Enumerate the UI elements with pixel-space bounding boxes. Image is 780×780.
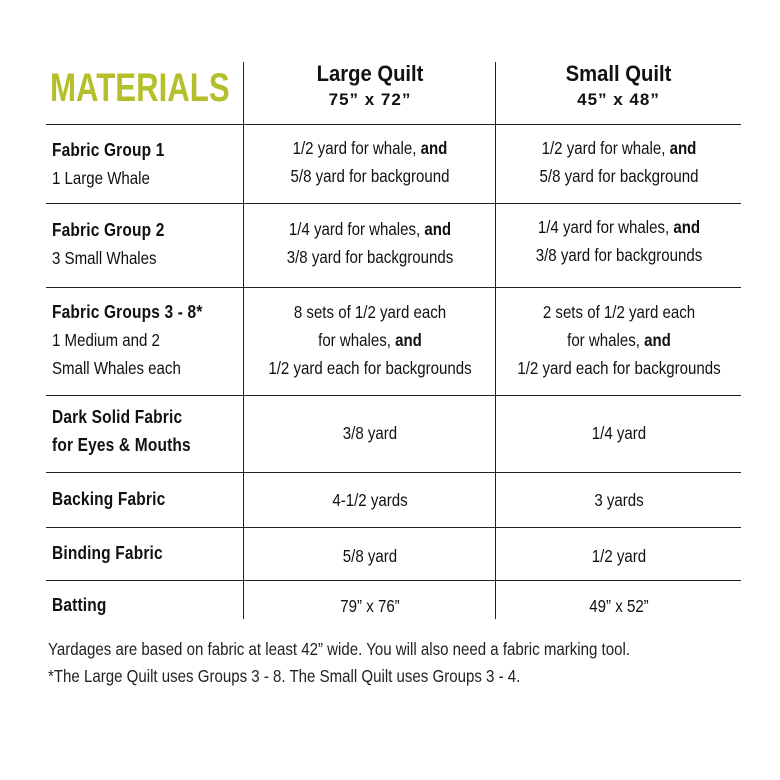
cell-line — [262, 162, 479, 190]
cell-text: 1/2 yard each for backgrounds — [517, 358, 721, 378]
row-label-binding-fabric — [52, 539, 242, 567]
cell-emphasis: and — [420, 138, 448, 158]
cell-line — [262, 326, 479, 354]
cell-text: 1/4 yard for whales, — [288, 219, 425, 239]
cell-text: 2 sets of 1/2 yard each — [542, 302, 696, 322]
cell-emphasis: and — [669, 138, 697, 158]
large-quilt-cell — [244, 215, 496, 271]
row-label-title: Fabric Groups 3 - 8* — [52, 302, 203, 322]
cell-text: 4-1/2 yards — [332, 490, 408, 510]
cell-line — [262, 215, 479, 243]
cell-line — [262, 243, 479, 271]
cell-text: 1/4 yard for whales, — [537, 217, 674, 237]
large-quilt-cell — [244, 134, 496, 190]
row-label-title: Fabric Group 1 — [52, 140, 165, 160]
small-quilt-name: Small Quilt — [565, 61, 672, 86]
cell-text: 8 sets of 1/2 yard each — [293, 302, 447, 322]
footnote-yardage: Yardages are based on fabric at least 42” wide. You will also need a fabric marking tool. — [48, 639, 631, 659]
row-label-title: Fabric Group 2 — [52, 220, 165, 240]
cell-text: for whales, — [567, 330, 645, 350]
row-divider — [46, 124, 741, 125]
row-divider — [46, 472, 741, 473]
row-divider — [46, 527, 741, 528]
cell-text: 49” x 52” — [589, 596, 649, 616]
row-divider — [46, 203, 741, 204]
cell-line — [514, 298, 724, 326]
row-label-backing-fabric — [52, 485, 242, 513]
row-label-detail: Small Whales each — [52, 358, 181, 378]
large-quilt-cell — [244, 486, 496, 514]
cell-line — [514, 162, 724, 190]
footnote-groups: *The Large Quilt uses Groups 3 - 8. The Small Quilt uses Groups 3 - 4. — [48, 666, 521, 686]
row-divider — [46, 395, 741, 396]
large-quilt-cell — [244, 592, 496, 620]
large-quilt-size: 75” x 72” — [328, 90, 412, 109]
cell-text: 3/8 yard — [342, 423, 398, 443]
row-label-title: Binding Fabric — [52, 543, 163, 563]
row-label-dark-solid-fabric — [52, 403, 242, 459]
row-label-fabric-group-2 — [52, 216, 242, 272]
small-quilt-size: 45” x 48” — [577, 90, 660, 109]
row-label-title: Batting — [52, 595, 107, 615]
small-quilt-cell — [497, 592, 741, 620]
row-label-batting — [52, 591, 242, 619]
cell-line — [262, 354, 479, 382]
cell-emphasis: and — [644, 330, 671, 350]
row-label-detail: 1 Large Whale — [52, 168, 150, 188]
row-label-title: for Eyes & Mouths — [52, 435, 191, 455]
row-divider — [46, 287, 741, 288]
row-label-detail: 3 Small Whales — [52, 248, 157, 268]
large-quilt-name: Large Quilt — [316, 61, 424, 86]
cell-text: 1/2 yard — [591, 546, 647, 566]
small-quilt-cell — [497, 542, 741, 570]
small-quilt-cell — [497, 134, 741, 190]
cell-line — [514, 213, 724, 241]
cell-line — [514, 241, 724, 269]
cell-text: 1/2 yard each for backgrounds — [268, 358, 472, 378]
large-quilt-cell — [244, 298, 496, 382]
small-quilt-cell — [497, 298, 741, 382]
cell-text: 3/8 yard for backgrounds — [535, 245, 703, 265]
cell-line — [262, 134, 479, 162]
small-quilt-cell — [497, 486, 741, 514]
cell-line — [262, 298, 479, 326]
materials-title: MATERIALS — [50, 66, 230, 110]
row-label-detail: 1 Medium and 2 — [52, 330, 160, 350]
small-quilt-cell — [497, 213, 741, 269]
cell-text: 5/8 yard — [342, 546, 398, 566]
cell-emphasis: and — [424, 219, 452, 239]
cell-text: 79” x 76” — [340, 596, 400, 616]
row-label-title: Backing Fabric — [52, 489, 166, 509]
column-header-large-quilt — [244, 60, 496, 112]
column-header-small-quilt — [496, 60, 741, 112]
cell-line — [514, 354, 724, 382]
row-divider — [46, 580, 741, 581]
large-quilt-cell — [244, 542, 496, 570]
cell-emphasis: and — [395, 330, 422, 350]
cell-text: 3 yards — [594, 490, 644, 510]
cell-text: 5/8 yard for background — [539, 166, 699, 186]
cell-text: 1/2 yard for whale, — [292, 138, 421, 158]
cell-text: 3/8 yard for backgrounds — [286, 247, 454, 267]
cell-text: for whales, — [318, 330, 396, 350]
cell-text: 1/2 yard for whale, — [541, 138, 670, 158]
large-quilt-cell — [244, 419, 496, 447]
small-quilt-cell — [497, 419, 741, 447]
cell-line — [514, 326, 724, 354]
row-label-fabric-groups-3-8 — [52, 298, 242, 382]
row-label-fabric-group-1 — [52, 136, 242, 192]
cell-text: 1/4 yard — [591, 423, 647, 443]
cell-line — [514, 134, 724, 162]
cell-emphasis: and — [673, 217, 701, 237]
row-label-title: Dark Solid Fabric — [52, 407, 183, 427]
cell-text: 5/8 yard for background — [290, 166, 450, 186]
